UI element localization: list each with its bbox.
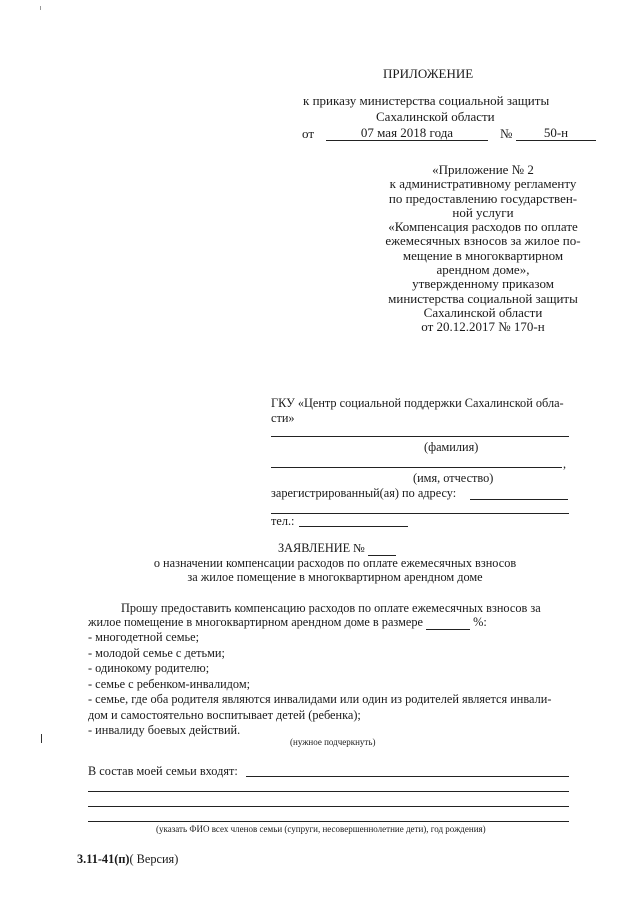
addressee-org-line2: сти» <box>271 411 295 425</box>
statement-subtitle-1: о назначении компенсации расходов по оплате ежемесячных взносов <box>153 556 517 570</box>
appendix-block <box>352 163 614 335</box>
appendix-line: министерства социальной защиты <box>388 290 578 306</box>
family-line-2[interactable] <box>88 791 569 792</box>
request-line-2-text: жилое помещение в многоквартирном арендном доме в размере <box>88 615 423 629</box>
family-line-4[interactable] <box>88 821 569 822</box>
phone-label: тел.: <box>271 514 295 528</box>
name-comma: , <box>563 457 567 471</box>
appendix-line: от 20.12.2017 № 170-н <box>421 319 545 335</box>
option-item: - многодетной семье; <box>88 630 200 644</box>
option-item: - инвалиду боевых действий. <box>88 723 241 737</box>
address-line-1[interactable] <box>470 499 568 500</box>
phone-line[interactable] <box>299 526 408 527</box>
statement-subtitle-2: за жилое помещение в многоквартирном арендном доме <box>187 570 483 584</box>
header-title: ПРИЛОЖЕНИЕ <box>383 66 474 81</box>
request-line-2 <box>88 616 487 630</box>
request-line-1: Прошу предоставить компенсацию расходов по оплате ежемесячных взносов за <box>121 601 541 615</box>
address-line-2[interactable] <box>271 513 569 514</box>
appendix-line: мещение в многоквартирном <box>402 247 564 263</box>
appendix-line: ежемесячных взносов за жилое по- <box>385 233 581 249</box>
scan-mark <box>41 734 42 743</box>
family-label: В состав моей семьи входят: <box>88 764 238 778</box>
registered-label: зарегистрированный(ая) по адресу: <box>271 486 457 500</box>
statement-title <box>278 542 396 556</box>
appendix-line: ной услуги <box>452 204 514 220</box>
option-item: - семье, где оба родителя являются инвалидами или один из родителей является инвали- <box>88 692 552 706</box>
family-hint: (указать ФИО всех членов семьи (супруги, несовершеннолетние дети), год рождения) <box>156 824 486 834</box>
name-line[interactable] <box>271 467 562 468</box>
family-line-1[interactable] <box>246 776 569 777</box>
appendix-line: «Приложение № 2 <box>432 162 534 177</box>
option-list <box>88 630 551 739</box>
option-item: - одинокому родителю; <box>88 661 210 675</box>
document-code <box>77 853 178 867</box>
header-order-line: к приказу министерства социальной защиты <box>303 93 550 108</box>
appendix-line: утвержденному приказом <box>412 276 554 292</box>
header-from-label: от <box>302 126 315 141</box>
addressee-org-line1: ГКУ «Центр социальной поддержки Сахалинской обла- <box>271 396 564 410</box>
document-code-bold: 3.11-41(п) <box>77 852 130 866</box>
statement-number-field[interactable] <box>368 543 396 556</box>
surname-caption: (фамилия) <box>424 440 479 454</box>
document-code-version: ( Версия) <box>129 852 179 866</box>
appendix-line: «Компенсация расходов по оплате <box>388 219 578 235</box>
option-item: - молодой семье с детьми; <box>88 645 225 660</box>
appendix-line: к административному регламенту <box>389 176 577 192</box>
percent-sign: %: <box>473 615 487 629</box>
header-number-field: 50-н <box>516 126 596 141</box>
option-item: дом и самостоятельно воспитывает детей (ребенка); <box>88 707 361 722</box>
header-no-label: № <box>500 126 513 141</box>
appendix-line: Сахалинской области <box>423 304 543 320</box>
appendix-line: по предоставлению государствен- <box>388 190 578 206</box>
option-item: - семье с ребенком-инвалидом; <box>88 676 251 691</box>
percent-field[interactable] <box>426 617 470 630</box>
family-line-3[interactable] <box>88 806 569 807</box>
name-caption: (имя, отчество) <box>413 471 494 485</box>
header-region: Сахалинской области <box>376 109 495 124</box>
header-date-field: 07 мая 2018 года <box>326 126 488 141</box>
scan-mark <box>40 6 41 10</box>
underline-hint: (нужное подчеркнуть) <box>290 737 376 747</box>
appendix-line: арендном доме», <box>436 262 530 278</box>
statement-title-text: ЗАЯВЛЕНИЕ № <box>278 541 365 555</box>
surname-line[interactable] <box>271 436 569 437</box>
